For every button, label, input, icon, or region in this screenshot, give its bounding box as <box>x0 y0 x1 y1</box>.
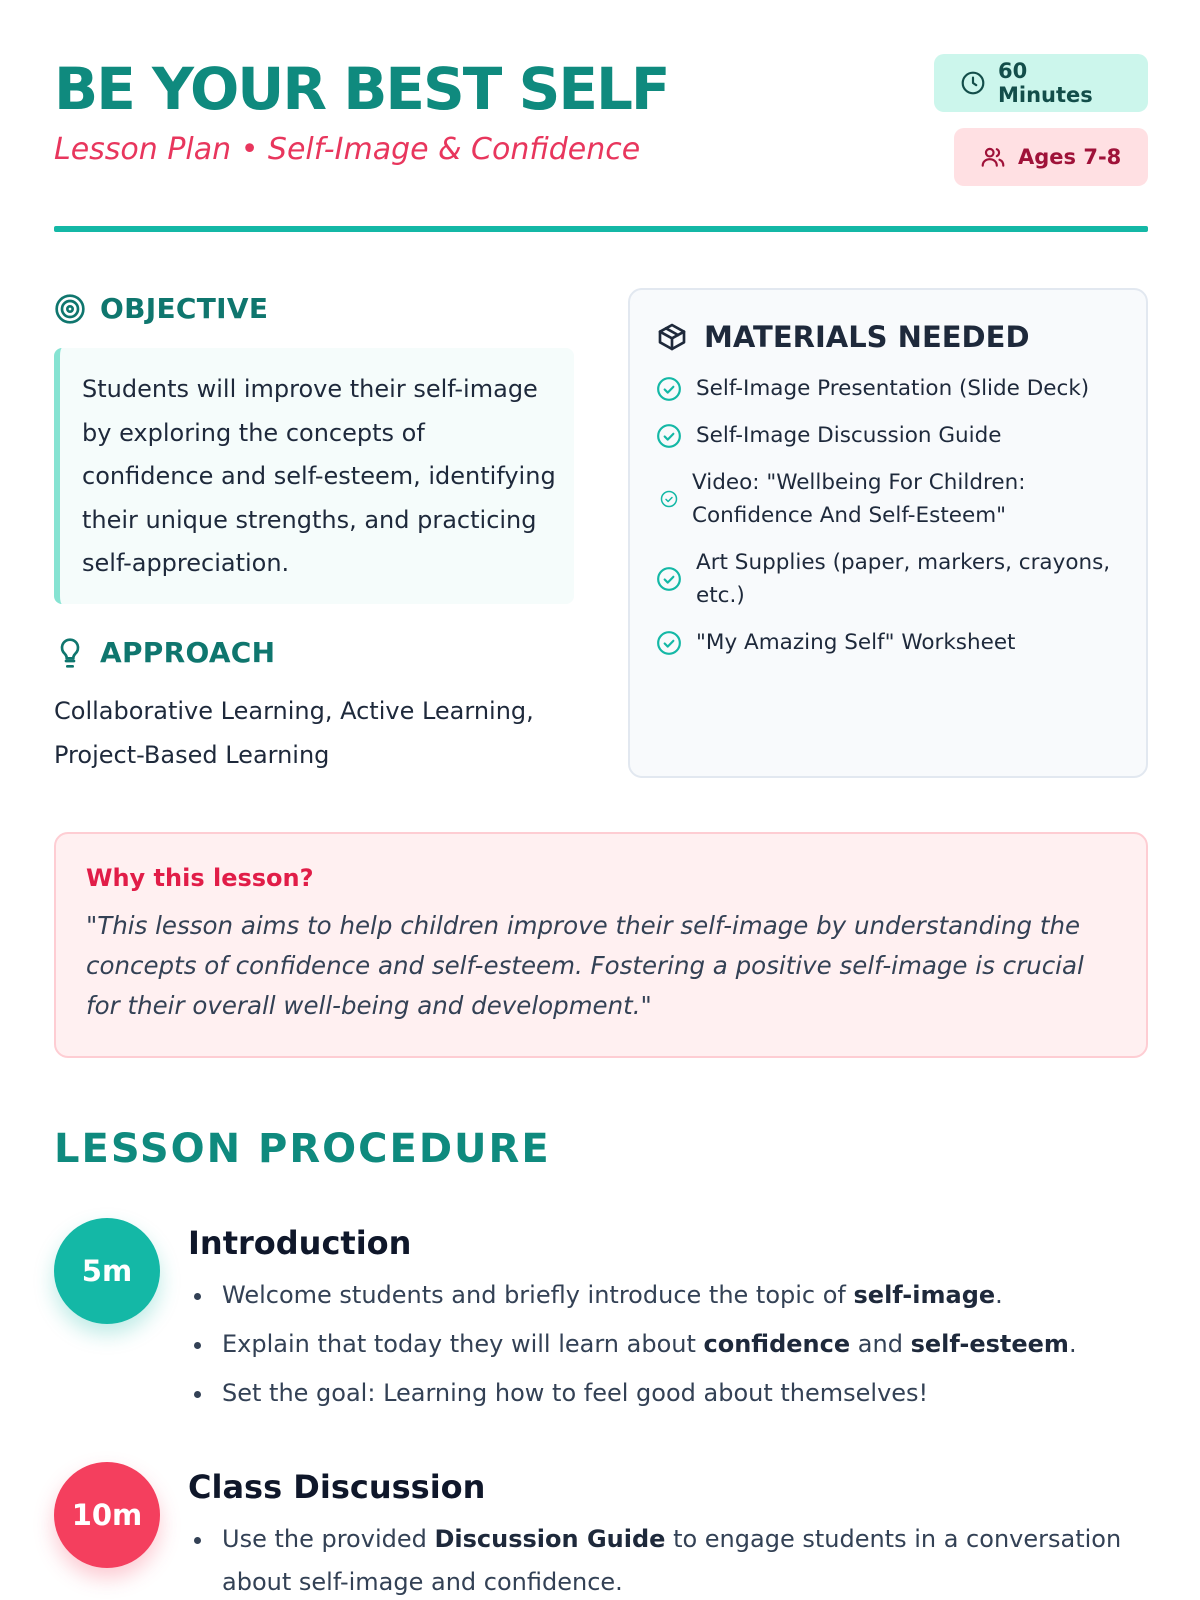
materials-heading <box>656 320 1120 354</box>
check-circle-icon <box>660 490 678 508</box>
check-circle-icon <box>656 423 682 449</box>
objective-heading-label: OBJECTIVE <box>100 292 269 325</box>
bullet-text: . <box>995 1281 1003 1309</box>
users-icon <box>980 144 1006 170</box>
step-body <box>188 1462 1128 1600</box>
materials-list <box>656 372 1120 659</box>
list-item <box>188 1323 1128 1366</box>
bullet-emphasis: confidence <box>703 1330 851 1358</box>
bullet-text: to engage students in a conversation about self-image and confidence. <box>222 1525 1122 1596</box>
material-label: Self-Image Presentation (Slide Deck) <box>696 376 1090 401</box>
step-bullets <box>188 1274 1128 1415</box>
bullet-emphasis: Discussion Guide <box>434 1525 666 1553</box>
approach-heading <box>54 636 275 669</box>
bullet-text: . <box>1068 1330 1077 1358</box>
material-label: Art Supplies (paper, markers, crayons, etc.) <box>696 550 1111 608</box>
why-text: "This lesson aims to help children improve their self-image by understanding the concepts of confidence and self-esteem. Fostering a positive self-image is crucial for their overall well-being and development." <box>86 911 1084 1020</box>
header <box>54 56 1148 196</box>
age-badge <box>954 128 1148 186</box>
step-title: Class Discussion <box>188 1468 486 1506</box>
page-title: BE YOUR BEST SELF <box>54 55 669 123</box>
list-item <box>656 419 1120 452</box>
list-item <box>656 372 1120 405</box>
target-icon <box>54 293 86 325</box>
material-label: Self-Image Discussion Guide <box>696 423 1002 448</box>
duration-badge <box>934 54 1148 112</box>
age-label: Ages 7-8 <box>1018 145 1122 169</box>
list-item <box>188 1274 1128 1317</box>
check-circle-icon <box>656 376 682 402</box>
bullet-text: Welcome students and briefly introduce the topic of <box>222 1281 854 1309</box>
list-item <box>188 1372 1128 1415</box>
why-callout <box>54 832 1148 1058</box>
list-item <box>656 466 1120 532</box>
material-label: "My Amazing Self" Worksheet <box>696 630 1016 655</box>
objective-text: Students will improve their self-image by exploring the concepts of confidence and self-esteem, identifying their unique strengths, and practicing self-appreciation. <box>54 348 574 604</box>
approach-text: Collaborative Learning, Active Learning, Project-Based Learning <box>54 697 534 769</box>
step-body <box>188 1218 1128 1421</box>
why-title: Why this lesson? <box>86 864 314 892</box>
materials-heading-label: MATERIALS NEEDED <box>704 320 1030 354</box>
approach-heading-label: APPROACH <box>100 636 276 669</box>
list-item <box>656 546 1120 612</box>
bullet-text: Set the goal: Learning how to feel good about themselves! <box>222 1379 929 1407</box>
bullet-text: Explain that today they will learn about <box>222 1330 704 1358</box>
bullet-emphasis: self-image <box>853 1281 996 1309</box>
step-duration-badge: 5m <box>54 1218 160 1324</box>
list-item <box>656 626 1120 659</box>
check-circle-icon <box>656 566 682 592</box>
page-subtitle: Lesson Plan • Self-Image & Confidence <box>54 132 641 167</box>
check-circle-icon <box>656 630 682 656</box>
step-duration-badge: 10m <box>54 1462 160 1568</box>
bullet-text: Use the provided <box>222 1525 435 1553</box>
step-title: Introduction <box>188 1224 412 1262</box>
materials-card <box>628 288 1148 778</box>
bullet-text: and <box>850 1330 911 1358</box>
bullet-emphasis: self-esteem <box>910 1330 1069 1358</box>
header-divider <box>54 226 1148 232</box>
material-label: Video: "Wellbeing For Children: Confidence And Self-Esteem" <box>692 470 1026 528</box>
step-bullets <box>188 1518 1128 1600</box>
list-item <box>188 1518 1128 1600</box>
duration-label: 60 Minutes <box>998 59 1093 107</box>
lightbulb-icon <box>54 637 86 669</box>
clock-icon <box>960 70 986 96</box>
objective-heading <box>54 292 268 325</box>
package-icon <box>656 321 688 353</box>
procedure-heading: LESSON PROCEDURE <box>54 1126 551 1172</box>
